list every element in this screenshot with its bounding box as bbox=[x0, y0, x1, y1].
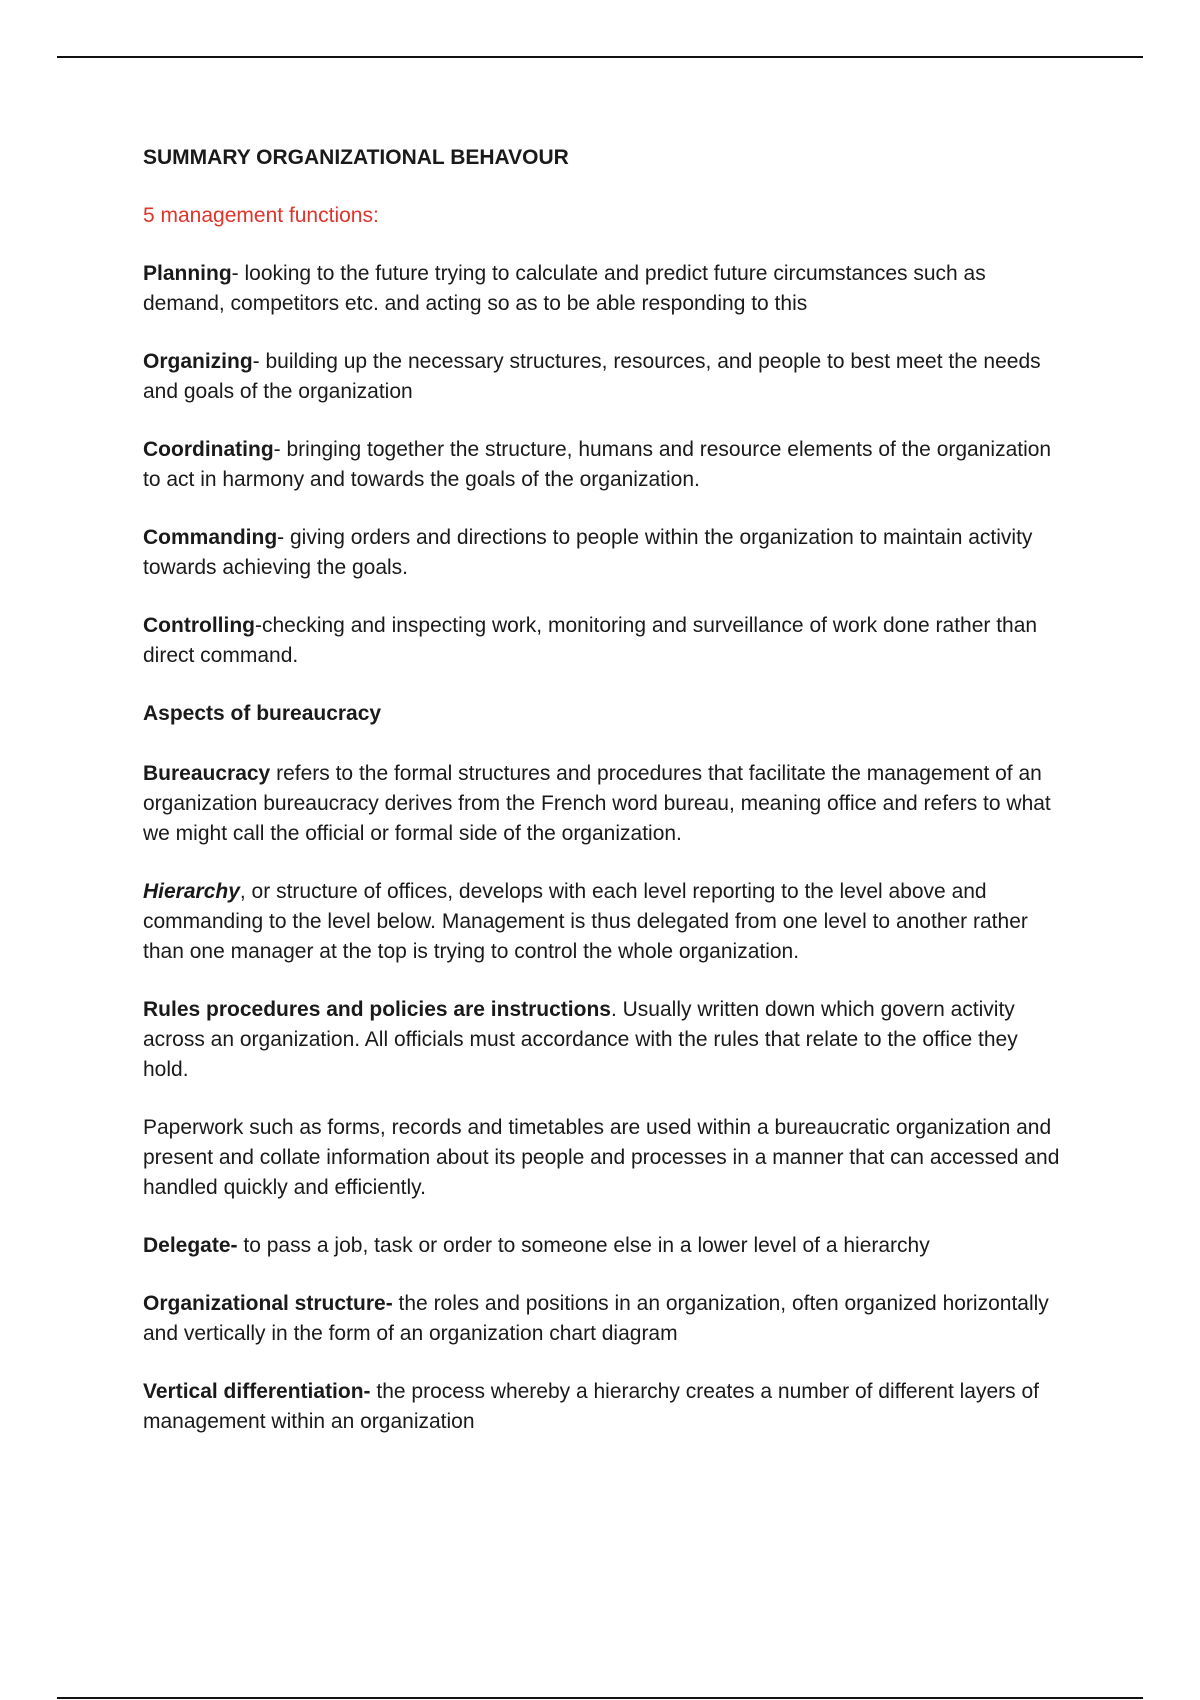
term: Organizing bbox=[143, 350, 253, 373]
term: Organizational structure- bbox=[143, 1292, 393, 1315]
term: Delegate- bbox=[143, 1234, 238, 1257]
term: Hierarchy bbox=[143, 880, 240, 903]
term: Planning bbox=[143, 262, 232, 285]
definition: to pass a job, task or order to someone else in a lower level of a hierarchy bbox=[237, 1234, 930, 1257]
definition-vertical-differentiation bbox=[143, 1377, 1063, 1437]
definition: the roles and positions in an organization, often organized horizontally and vertically in the form of an organization chart diagram bbox=[143, 1292, 1049, 1345]
term: Commanding bbox=[143, 526, 278, 549]
paperwork-paragraph: Paperwork such as forms, records and timetables are used within a bureaucratic organization and present and collate information about its people and processes in a manner that can accessed and handled quickly and efficiently. bbox=[143, 1116, 1060, 1199]
top-rule bbox=[57, 56, 1143, 58]
bottom-rule bbox=[57, 1697, 1143, 1699]
function-coordinating bbox=[143, 435, 1063, 495]
document-title: SUMMARY ORGANIZATIONAL BEHAVOUR bbox=[143, 146, 569, 169]
definition: the process whereby a hierarchy creates a number of different layers of management within an organization bbox=[143, 1380, 1039, 1433]
function-planning bbox=[143, 259, 1063, 319]
term: Bureaucracy bbox=[143, 762, 271, 785]
term: Rules procedures and policies are instructions bbox=[143, 998, 611, 1021]
document-body bbox=[143, 143, 1063, 1465]
definition: - looking to the future trying to calculate and predict future circumstances such as demand, competitors etc. and acting so as to be able responding to this bbox=[143, 262, 986, 315]
function-organizing bbox=[143, 347, 1063, 407]
definition-delegate bbox=[143, 1231, 1063, 1261]
bureaucracy-paragraph bbox=[143, 759, 1063, 849]
rules-paragraph bbox=[143, 995, 1063, 1085]
management-functions-heading: 5 management functions: bbox=[143, 204, 379, 227]
definition: . Usually written down which govern activity across an organization. All officials must accordance with the rules that relate to the office they hold. bbox=[143, 998, 1018, 1081]
definition: -checking and inspecting work, monitoring and surveillance of work done rather than direct command. bbox=[143, 614, 1038, 667]
definition: refers to the formal structures and procedures that facilitate the management of an organization bureaucracy derives from the French word bureau, meaning office and refers to what we might call the official or formal side of the organization. bbox=[143, 762, 1051, 845]
function-controlling bbox=[143, 611, 1063, 671]
term: Vertical differentiation- bbox=[143, 1380, 371, 1403]
definition: - building up the necessary structures, resources, and people to best meet the needs and goals of the organization bbox=[143, 350, 1041, 403]
definition: - giving orders and directions to people within the organization to maintain activity towards achieving the goals. bbox=[143, 526, 1033, 579]
definition: - bringing together the structure, humans and resource elements of the organization to act in harmony and towards the goals of the organization. bbox=[143, 438, 1052, 491]
function-commanding bbox=[143, 523, 1063, 583]
definition: , or structure of offices, develops with each level reporting to the level above and commanding to the level below. Management is thus delegated from one level to another rather than one manager at the top is trying to control the whole organization. bbox=[143, 880, 1028, 963]
definition-organizational-structure bbox=[143, 1289, 1063, 1349]
bureaucracy-heading: Aspects of bureaucracy bbox=[143, 702, 382, 725]
term: Coordinating bbox=[143, 438, 274, 461]
hierarchy-paragraph bbox=[143, 877, 1063, 967]
term: Controlling bbox=[143, 614, 255, 637]
